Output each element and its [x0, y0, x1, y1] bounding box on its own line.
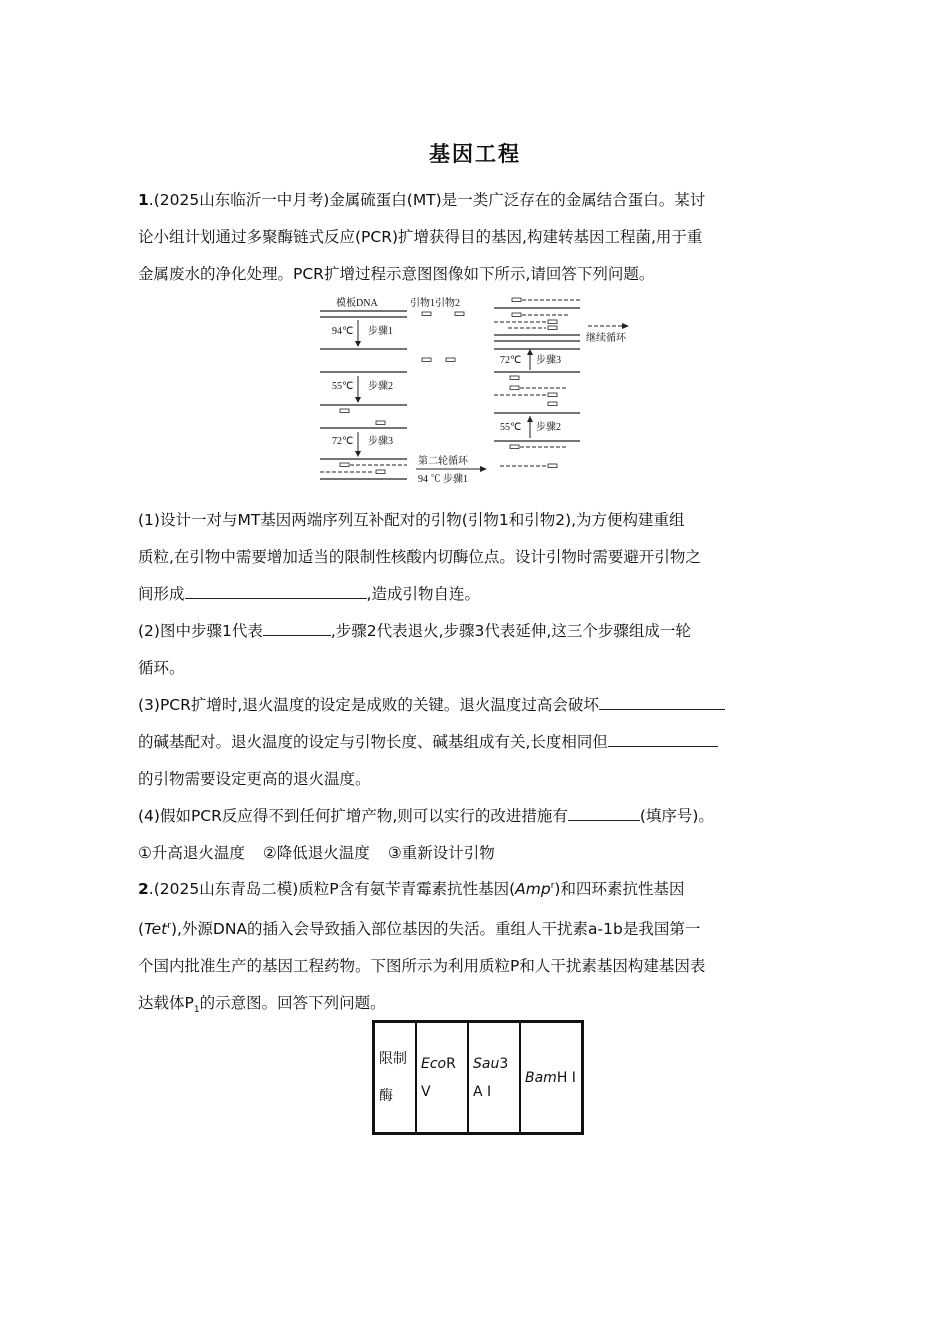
q2-text: 的示意图。回答下列问题。: [199, 994, 386, 1013]
answer-blank[interactable]: [608, 728, 718, 747]
option-item: ①升高退火温度: [138, 844, 245, 862]
table-header-cell: 限制酶: [374, 1022, 417, 1134]
ecor-rest: R Ⅴ: [421, 1055, 456, 1100]
primer1-icon: [422, 312, 431, 316]
answer-blank[interactable]: [185, 580, 367, 599]
q1-part3-line: 的引物需要设定更高的退火温度。: [138, 770, 371, 788]
step-label: 步骤3: [368, 436, 393, 447]
q1-part3-line: 的碱基配对。退火温度的设定与引物长度、碱基组成有关,长度相同但: [138, 733, 608, 751]
step-label: 步骤2: [536, 422, 561, 433]
primer2-icon: [455, 312, 464, 316]
q1-text-line: 论小组计划通过多聚酶链式反应(PCR)扩增获得目的基因,构建转基因工程菌,用于重: [138, 228, 703, 246]
q1-text-line: .(2025山东临沂一中月考)金属硫蛋白(MT)是一类广泛存在的金属结合蛋白。某讨: [148, 191, 706, 209]
q1-part3-line: (3)PCR扩增时,退火温度的设定是成败的关键。退火温度过高会破坏: [138, 696, 599, 714]
q1-part1-line: (1)设计一对与MT基因两端序列互补配对的引物(引物1和引物2),为方便构建重组: [138, 511, 685, 529]
amp-sup: r: [550, 881, 555, 891]
down-arrow-icon: [355, 451, 361, 457]
primers-label: 引物1引物2: [410, 298, 460, 309]
step-label: 步骤3: [536, 355, 561, 366]
down-arrow-icon: [355, 397, 361, 403]
down-arrow-icon: [355, 341, 361, 347]
q1-text-line: 金属废水的净化处理。PCR扩增过程示意图图像如下所示,请回答下列问题。: [138, 265, 655, 283]
q2-text: )和四环素抗性基因: [554, 880, 685, 899]
bamhi-cell: [520, 1022, 583, 1134]
temp-label: 72℃: [500, 355, 522, 366]
q1-part4-line: (填序号)。: [639, 807, 714, 825]
p1-sub: 1: [193, 1005, 200, 1016]
q1-part1-line: ,造成引物自连。: [366, 585, 480, 603]
answer-blank[interactable]: [263, 617, 331, 636]
question-2-number: 2: [138, 880, 149, 899]
bam-italic: Bam: [525, 1069, 557, 1086]
temp-label: 94℃: [332, 326, 354, 337]
q1-part4-line: (4)假如PCR反应得不到任何扩增产物,则可以实行的改进措施有: [138, 807, 568, 825]
step-label: 步骤1: [368, 326, 393, 337]
q1-part1-line: 间形成: [138, 585, 185, 603]
sau3ai-cell: [468, 1022, 520, 1134]
pcr-diagram: [312, 292, 642, 488]
sau-italic: Sau: [473, 1055, 500, 1072]
q1-part2-line: 循环。: [138, 659, 185, 677]
answer-blank[interactable]: [568, 802, 640, 821]
step-label: 步骤2: [368, 381, 393, 392]
q1-part1-line: 质粒,在引物中需要增加适当的限制性核酸内切酶位点。设计引物时需要避开引物之: [138, 548, 701, 566]
options-list: [138, 835, 820, 872]
q2-text: 个国内批准生产的基因工程药物。下图所示为利用质粒P和人干扰素基因构建基因表: [138, 957, 706, 976]
temp-label: 55℃: [500, 422, 522, 433]
temp-label: 72℃: [332, 436, 354, 447]
question-1-parts: [138, 502, 820, 872]
q2-text: ),外源DNA的插入会导致插入部位基因的失活。重组人干扰素a-1b是我国第一: [170, 920, 701, 939]
q1-part2-line: (2)图中步骤1代表: [138, 622, 263, 640]
right-arrow-icon: [480, 466, 487, 472]
ecorv-cell: [416, 1022, 468, 1134]
q1-part2-line: ,步骤2代表退火,步骤3代表延伸,这三个步骤组成一轮: [330, 622, 691, 640]
template-dna-label: 模板DNA: [336, 298, 378, 309]
option-item: ②降低退火温度: [262, 844, 370, 862]
bam-rest: H Ⅰ: [556, 1069, 576, 1086]
continue-arrow-icon: [622, 323, 629, 329]
second-cycle-label: 第二轮循环: [418, 456, 468, 467]
question-1-number: 1: [138, 191, 149, 209]
question-1-stem: [138, 182, 820, 293]
sau-rest: 3 A Ⅰ: [473, 1055, 509, 1100]
up-arrow-icon: [527, 416, 533, 422]
second-cycle-step-label: 94 ℃ 步骤1: [418, 474, 468, 485]
temp-label: 55℃: [332, 381, 354, 392]
tet-gene: Tet: [144, 920, 168, 939]
q2-text: .(2025山东青岛二模)质粒P含有氨苄青霉素抗性基因(: [148, 880, 516, 899]
restriction-enzyme-table: [372, 1020, 584, 1135]
continue-cycle-label: 继续循环: [586, 333, 626, 344]
amp-gene: Amp: [515, 880, 551, 899]
q2-text: 达载体P: [138, 994, 194, 1013]
up-arrow-icon: [527, 349, 533, 355]
question-2-stem: [138, 868, 820, 1029]
answer-blank[interactable]: [599, 691, 725, 710]
page-title: 基因工程: [429, 141, 521, 166]
tet-sup: r: [167, 921, 171, 932]
option-item: ③重新设计引物: [387, 844, 495, 862]
ecor-italic: Eco: [421, 1055, 447, 1072]
q2-text: (: [138, 920, 145, 939]
